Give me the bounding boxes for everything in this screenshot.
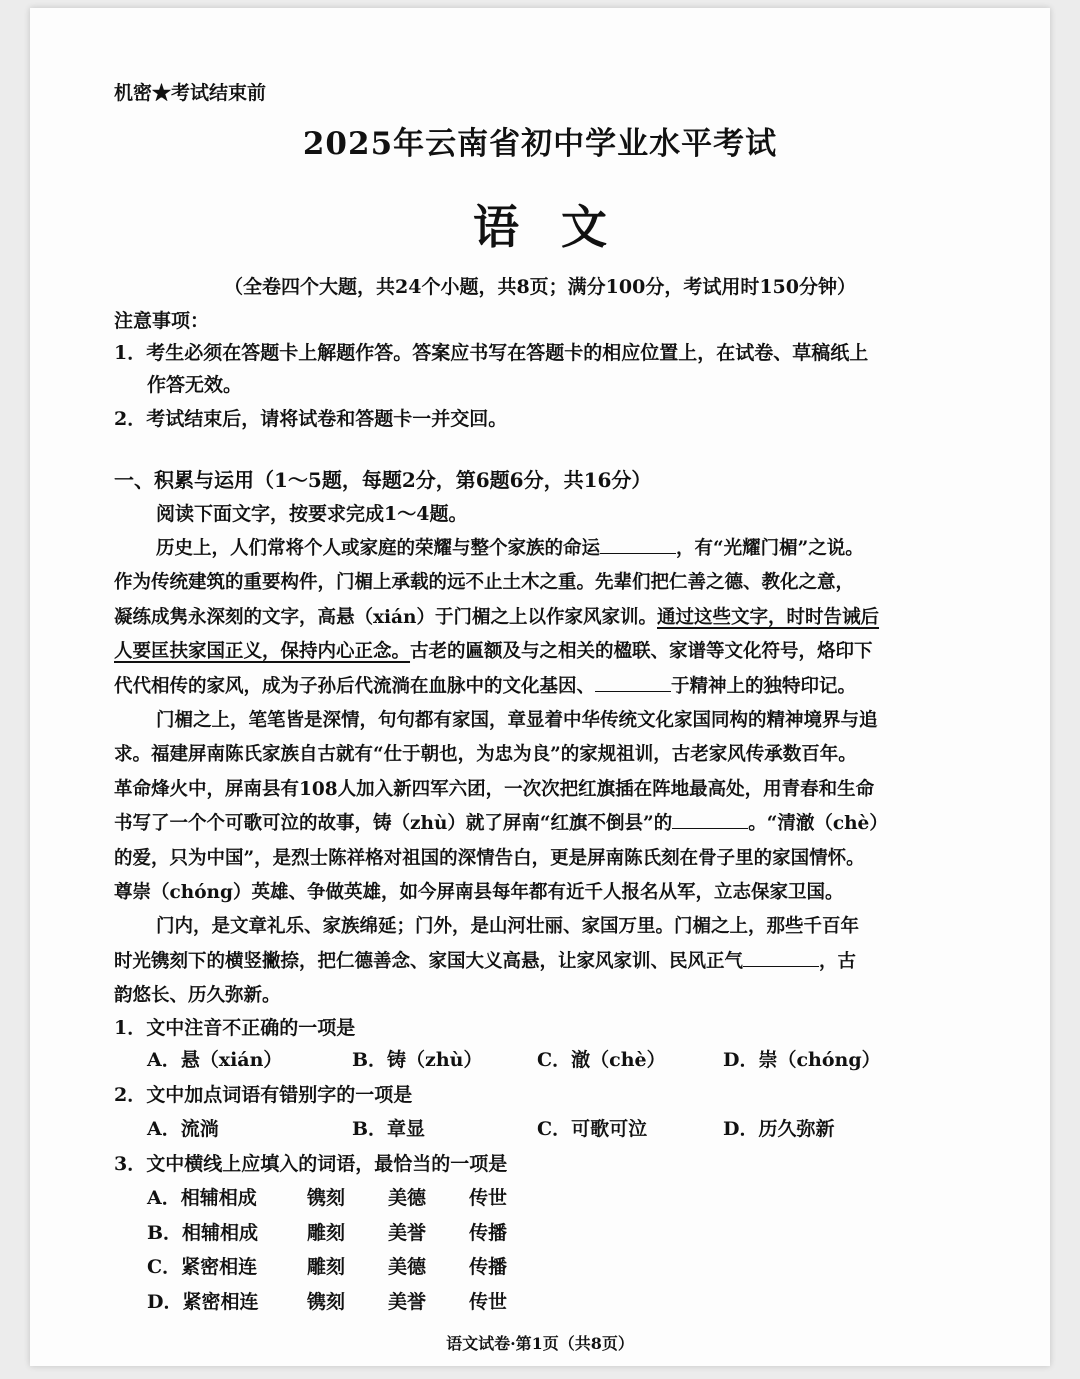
underlined-sentence: 通过这些文字，时时告诫后 [657,606,880,628]
passage-line: 书写了一个个可歌可泣的故事，铸（zhù）就了屏南“红旗不倒县”的 。“清澈（chè） [114,807,984,841]
option-word: 雕刻 [307,1222,346,1244]
section-heading: 一、积累与运用（1～5题，每题2分，第6题6分，共16分） [114,468,652,492]
passage-line: 历史上，人们常将个人或家庭的荣耀与整个家族的命运 ，有“光耀门楣”之说。 [114,532,984,566]
option-word: 传播 [469,1256,508,1278]
fill-blank [672,808,748,829]
page-footer: 语文试卷·第1页（共8页） [446,1334,634,1353]
option-word: 传世 [469,1187,508,1209]
option-word: 美德 [388,1187,427,1209]
question-2-option-d[interactable]: D．历久弥新 [723,1118,835,1140]
subject-title: 语文 [473,200,649,254]
exam-paper-page [30,8,1050,1366]
exam-title: 2025年云南省初中学业水平考试 [302,126,778,162]
passage-line: 人要匡扶家国正义，保持内心正念。古老的匾额及与之相关的楹联、家谱等文化符号，烙印下 [114,635,984,669]
question-3-stem: 3．文中横线上应填入的词语，最恰当的一项是 [114,1153,508,1175]
question-3-option-b[interactable]: B．相辅相成 [147,1222,259,1244]
passage-line: 革命烽火中，屏南县有108人加入新四军六团，一次次把红旗插在阵地最高处，用青春和生命 [114,778,875,800]
option-word: 美誉 [388,1222,427,1244]
passage-line: 的爱，只为中国”，是烈士陈祥格对祖国的深情告白，更是屏南陈氏刻在骨子里的家国情怀。 [114,847,865,869]
passage-line: 时光镌刻下的横竖撇捺，把仁德善念、家国大义高悬，让家风家训、民风正气 ，古 [114,945,984,979]
question-1-option-c[interactable]: C．澈（chè） [537,1049,666,1071]
option-word: 雕刻 [307,1256,346,1278]
option-word: 美誉 [388,1291,427,1313]
passage-line: 韵悠长、历久弥新。 [114,985,281,1007]
note-line-2: 2．考试结束后，请将试卷和答题卡一并交回。 [114,408,508,430]
fill-blank [600,533,676,554]
exam-info: （全卷四个大题，共24个小题，共8页；满分100分，考试用时150分钟） [224,276,856,298]
fill-blank [595,671,671,692]
passage-line: 作为传统建筑的重要构件，门楣上承载的远不止土木之重。先辈们把仁善之德、教化之意， [114,572,855,594]
question-2-option-a[interactable]: A．流淌 [147,1118,219,1140]
question-3-option-c[interactable]: C．紧密相连 [147,1256,258,1278]
reading-passage [114,532,984,1013]
underlined-sentence: 人要匡扶家国正义，保持内心正念。 [114,641,411,663]
option-word: 传世 [469,1291,508,1313]
passage-line: 凝练成隽永深刻的文字，高悬（xián）于门楣之上以作家风家训。通过这些文字，时时告诫后 [114,601,984,635]
passage-line: 门楣之上，笔笔皆是深情，句句都有家国，章显着中华传统文化家国同构的精神境界与追 [156,709,878,731]
passage-line: 求。福建屏南陈氏家族自古就有“仕于朝也，为忠为良”的家规祖训，古老家风传承数百年。 [114,744,857,766]
option-word: 镌刻 [307,1291,346,1313]
passage-line: 尊崇（chóng）英雄、争做英雄，如今屏南县每年都有近千人报名从军，立志保家卫国。 [114,881,844,903]
question-1-option-d[interactable]: D．崇（chóng） [723,1049,881,1071]
notes-heading: 注意事项： [114,310,210,332]
confidential-label: 机密★考试结束前 [114,82,267,104]
fill-blank [743,946,819,967]
option-word: 传播 [469,1222,508,1244]
question-1-option-b[interactable]: B．铸（zhù） [352,1049,483,1071]
passage-line: 门内，是文章礼乐、家族绵延；门外，是山河壮丽、家国万里。门楣之上，那些千百年 [156,916,860,938]
question-2-option-c[interactable]: C．可歌可泣 [537,1118,648,1140]
note-line-1-cont: 作答无效。 [147,374,243,396]
question-2-option-b[interactable]: B．章显 [352,1118,426,1140]
passage-line: 代代相传的家风，成为子孙后代流淌在血脉中的文化基因、 于精神上的独特印记。 [114,670,984,704]
note-line-1: 1．考生必须在答题卡上解题作答。答案应书写在答题卡的相应位置上，在试卷、草稿纸上 [114,342,869,364]
question-2-stem: 2．文中加点词语有错别字的一项是 [114,1084,413,1106]
question-3-option-d[interactable]: D．紧密相连 [147,1291,259,1313]
option-word: 镌刻 [307,1187,346,1209]
reading-instruction: 阅读下面文字，按要求完成1～4题。 [156,503,468,525]
option-word: 美德 [388,1256,427,1278]
question-3-option-a[interactable]: A．相辅相成 [147,1187,257,1209]
question-1-option-a[interactable]: A．悬（xián） [147,1049,283,1071]
question-1-stem: 1．文中注音不正确的一项是 [114,1017,356,1039]
